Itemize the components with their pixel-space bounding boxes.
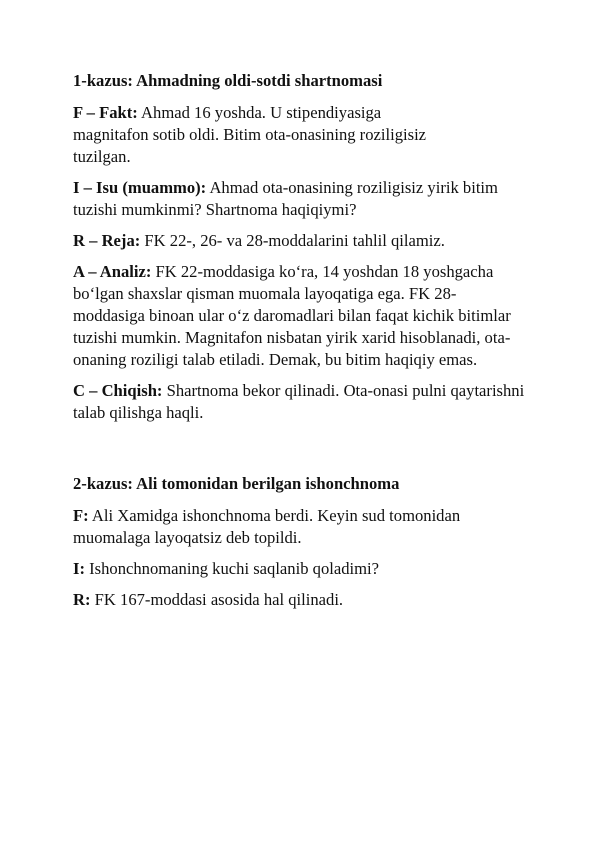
rule-label: R – Reja: bbox=[73, 231, 141, 250]
rule-text: FK 22-, 26- va 28-moddalarini tahlil qilamiz. bbox=[140, 231, 445, 250]
issue-text: Ahmad ota-onasining roziligisiz yirik bitim tuzishi mumkinmi? Shartnoma haqiqiymi? bbox=[73, 178, 498, 219]
issue-text: Ishonchnomaning kuchi saqlanib qoladimi? bbox=[84, 559, 380, 578]
analysis-text: FK 22-moddasiga ko‘ra, 14 yoshdan 18 yoshgacha bo‘lgan shaxslar qisman muomala layoqatiga ega. FK 28-moddasiga binoan ular o‘z daromadlari bilan faqat kichik bitimlar tuzishi mumkin. Magnitafon nisbatan yirik xarid hisoblanadi, ota-onaning roziligi talab etiladi. Demak, bu bitim haqiqiy emas. bbox=[73, 262, 511, 369]
case-1-analysis bbox=[73, 261, 526, 371]
case-1-issue bbox=[73, 177, 523, 221]
fact-label: F: bbox=[73, 506, 89, 525]
issue-label: I – Isu (muammo): bbox=[73, 178, 207, 197]
analysis-label: A – Analiz: bbox=[73, 262, 152, 281]
issue-label: I: bbox=[73, 559, 85, 578]
case-2-fact bbox=[73, 505, 473, 549]
conclusion-text: Shartnoma bekor qilinadi. Ota-onasi pulni qaytarishni talab qilishga haqli. bbox=[73, 381, 525, 422]
fact-text: Ahmad 16 yoshda. U stipendiyasiga magnitafon sotib oldi. Bitim ota-onasining roziligisiz tuzilgan. bbox=[73, 103, 427, 166]
case-2-rule bbox=[73, 589, 536, 611]
rule-label: R: bbox=[73, 590, 91, 609]
fact-label: F – Fakt: bbox=[73, 103, 138, 122]
case-1-section bbox=[73, 70, 536, 424]
conclusion-label: C – Chiqish: bbox=[73, 381, 163, 400]
case-2-section bbox=[73, 473, 536, 611]
section-gap bbox=[73, 433, 536, 473]
case-1-fact bbox=[73, 102, 453, 168]
case-2-issue bbox=[73, 558, 536, 580]
rule-text: FK 167-moddasi asosida hal qilinadi. bbox=[90, 590, 344, 609]
fact-text: Ali Xamidga ishonchnoma berdi. Keyin sud tomonidan muomalaga layoqatsiz deb topildi. bbox=[73, 506, 461, 547]
case-2-title: 2-kazus: Ali tomonidan berilgan ishonchnoma bbox=[73, 474, 400, 493]
case-1-title: 1-kazus: Ahmadning oldi-sotdi shartnomasi bbox=[73, 71, 383, 90]
case-1-rule bbox=[73, 230, 536, 252]
case-1-conclusion bbox=[73, 380, 536, 424]
